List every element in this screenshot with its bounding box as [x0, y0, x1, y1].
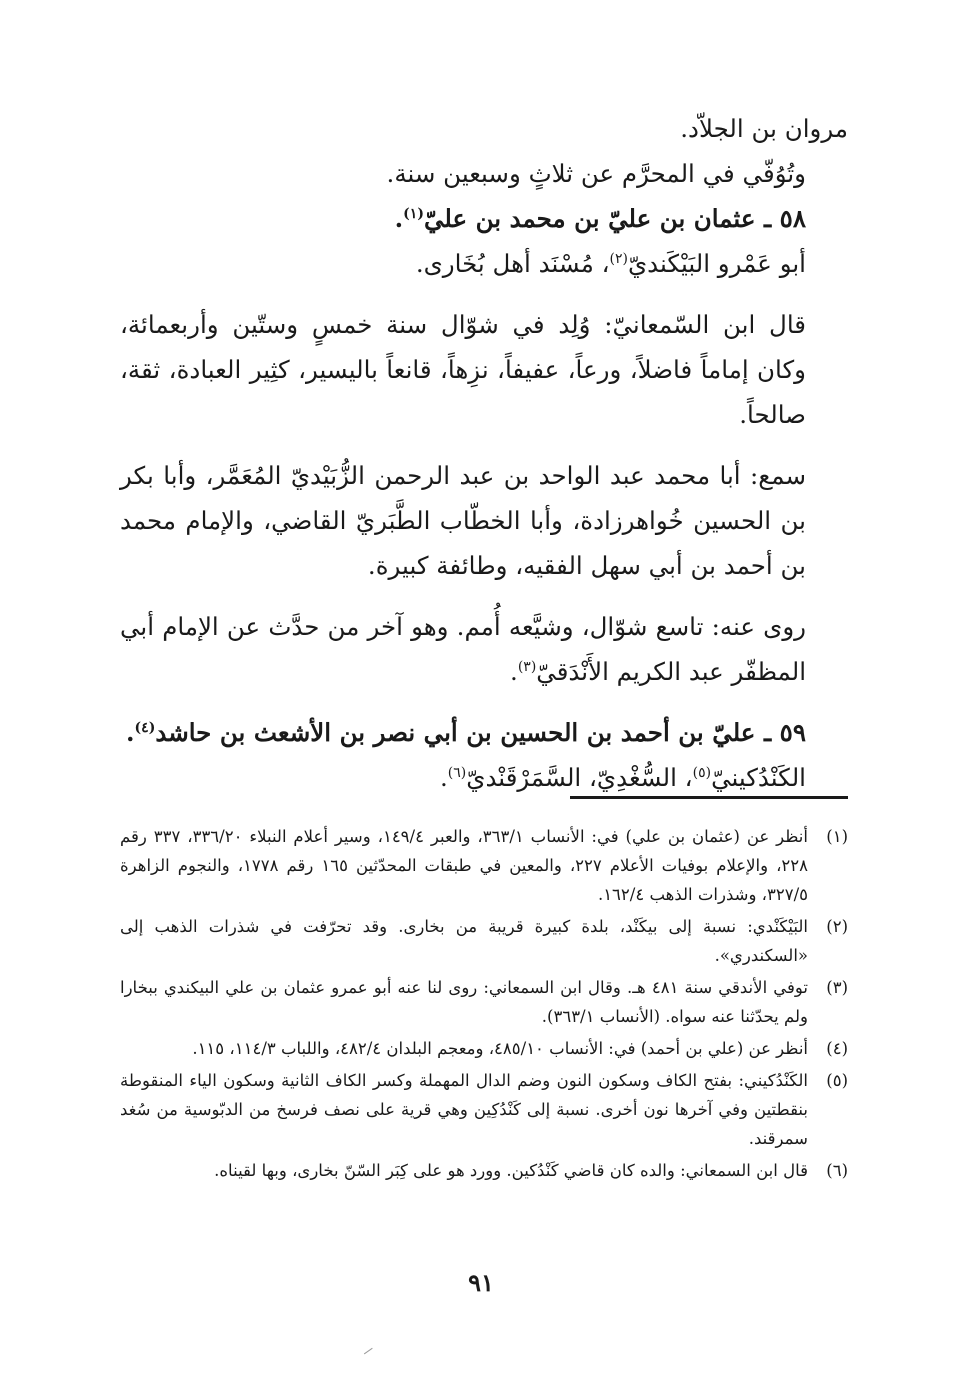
entry-title: ٥٩ ـ عليّ بن أحمد بن الحسين بن أبي نصر بن الأشعث بن حاشد	[155, 718, 806, 747]
footnote-text: أنظر عن (علي بن أحمد) في: الأنساب ٤٨٥/١٠، ومعجم البلدان ٤٨٢/٤، واللباب ١١٤/٣، ١١٥.	[192, 1039, 808, 1058]
entry-end: .	[394, 204, 404, 233]
nisba-a: الكَنْدُكينيّ	[711, 763, 806, 792]
footnote-4	[120, 1034, 848, 1063]
footnote-text: أنظر عن (عثمان بن علي) في: الأنساب ٣٦٣/١، والعبر ١٤٩/٤، وسير أعلام النبلاء ٣٣٦/٢٠، ٣٣٧ رقم ٢٢٨، والإعلام بوفيات الأعلام ٢٢٧، والمعين في طبقات المحدّثين ١٦٥ رقم ١٧٧٨، والنجوم الزاهرة ٣٢٧/٥، وشذرات الذهب ١٦٢/٤.	[120, 827, 809, 904]
footnote-ref-4[interactable]: (٤)	[134, 719, 156, 736]
footnote-separator	[570, 796, 848, 799]
footnote-number: (٤)	[826, 1039, 848, 1058]
entry-title: ٥٨ ـ عثمان بن عليّ بن محمد بن عليّ	[423, 204, 806, 233]
main-text	[120, 106, 848, 800]
continuation-line: مروان بن الجلاّد.	[680, 114, 848, 143]
narrators-text: روى عنه: تاسع شوّال، وشيَّعه أُمم. وهو آخر من حدَّث عن الإمام أبي المظفّر عبد الكريم الأَنْدَقيّ	[120, 612, 806, 686]
kunya-line	[120, 241, 848, 286]
death-line: وتُوُفّي في المحرَّم عن ثلاثٍ وسبعين سنة.	[386, 159, 806, 188]
footnote-5	[120, 1066, 848, 1153]
footnote-ref-6[interactable]: (٦)	[447, 764, 467, 781]
entry-heading-58	[120, 196, 848, 241]
footnotes	[120, 822, 848, 1188]
footnote-1	[120, 822, 848, 909]
footnote-number: (٢)	[826, 917, 848, 936]
paragraph-samani: قال ابن السّمعانيّ: وُلِد في شوّال سنة خمسٍ وستّين وأربعمائة، وكان إماماً فاضلاً، ورعاً، عفيفاً، نزِهاً، قانعاً باليسير، كثِير العبادة، ثقة، صالحاً.	[120, 310, 806, 429]
footnote-number: (٣)	[826, 978, 848, 997]
entry-heading-59	[120, 710, 848, 755]
paragraph-narrators	[120, 604, 848, 694]
footnote-2	[120, 912, 848, 970]
footnote-ref-3[interactable]: (٣)	[517, 658, 537, 675]
footnote-number: (٦)	[826, 1161, 848, 1180]
footnote-number: (١)	[826, 827, 848, 846]
nisba-end: .	[440, 763, 448, 792]
page-number: ٩١	[468, 1268, 494, 1297]
footnote-3	[120, 973, 848, 1031]
kunya-text: أبو عَمْرو البَيْكَنديّ	[627, 249, 806, 278]
footnote-number: (٥)	[826, 1071, 848, 1090]
footnote-text: البَيْكَنْدي: نسبة إلى بيكَنْد، بلدة كبيرة قريبة من بخارى. وقد تحرّفت في شذرات الذهب إلى «السكندري».	[120, 917, 808, 965]
paragraph-teachers: سمع: أبا محمد عبد الواحد بن عبد الرحمن الزُّبَيْديّ المُعَمَّر، وأبا بكر بن الحسين خُواهرزادة، وأبا الخطّاب الطَّبَريّ القاضي، والإمام محمد بن أحمد بن أبي سهل الفقيه، وطائفة كبيرة.	[120, 461, 806, 580]
nisba-b: ، السُّغْدِيّ، السَّمَرْقَنْديّ	[466, 763, 693, 792]
scan-mark	[364, 1348, 376, 1359]
footnote-ref-2[interactable]: (٢)	[609, 250, 628, 267]
footnote-text: قال ابن السمعاني: والده كان قاضي كَنْدُكين. وورد هو على كِبَر السّنّ بخارى، وبها لقيناه.	[214, 1161, 808, 1180]
footnote-ref-1[interactable]: (١)	[403, 205, 424, 222]
footnote-ref-5[interactable]: (٥)	[692, 764, 712, 781]
footnote-text: الكَنْدُكيني: بفتح الكاف وسكون النون وضم الدال المهملة وكسر الكاف الثانية وسكون الياء المنقوطة بنقطتين وفي آخرها نون أخرى. نسبة إلى كَنْدُكِين وهي قرية على نصف فرسخ من الدبّوسية من سُغد سمرقند.	[120, 1071, 808, 1148]
kunya-rest: ، مُسْنَد أهل بُخَارى.	[415, 249, 610, 278]
footnote-text: توفي الأندقي سنة ٤٨١ هـ. وقال ابن السمعاني: روى لنا عنه أبو عمرو عثمان بن علي البيكندي ببخارا ولم يحدّثنا عنه سواه. (الأنساب ٣٦٣/١).	[120, 978, 808, 1026]
entry-end: .	[126, 718, 135, 747]
narrators-end: .	[510, 657, 518, 686]
nisba-line	[120, 755, 848, 800]
footnote-6	[120, 1156, 848, 1185]
